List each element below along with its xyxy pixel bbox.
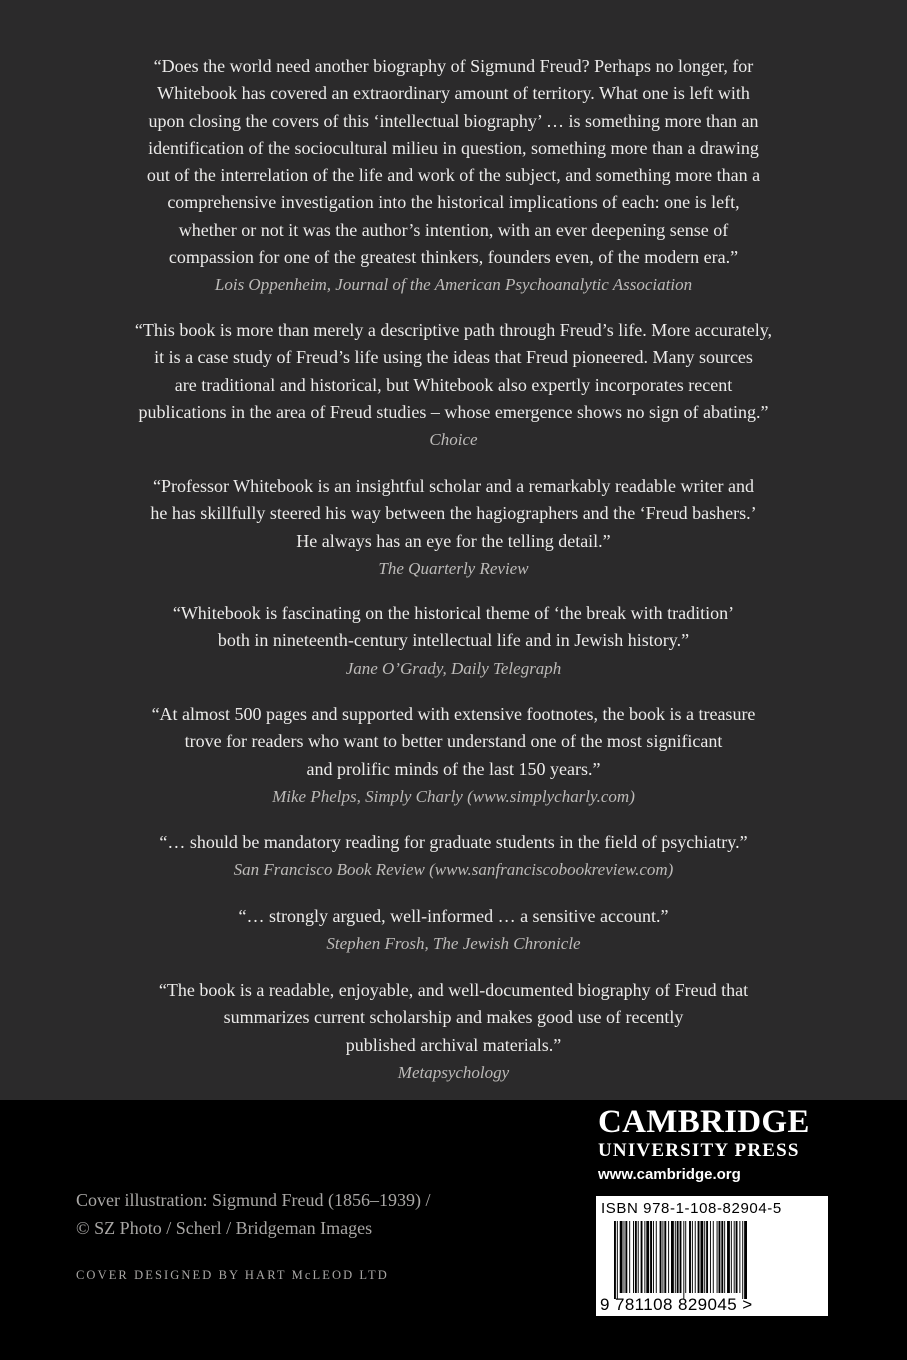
barcode-bar [685,1221,686,1293]
barcode-bar [664,1221,666,1293]
barcode-bar [644,1221,645,1293]
quote-line: published archival materials.” [345,1034,562,1055]
quote-line: whether or not it was the author’s intention, with an ever deepening sense of [178,219,729,240]
quote-line: Whitebook has covered an extraordinary amount of territory. What one is left with [157,83,750,104]
review-attribution: Stephen Frosh, The Jewish Chronicle [326,934,581,954]
cover-designer-credit: COVER DESIGNED BY HART McLEOD LTD [76,1268,389,1282]
publisher-logo [598,1104,810,1185]
barcode-bar [620,1221,623,1293]
review-attribution: Metapsychology [397,1062,510,1082]
quote-line: are traditional and historical, but Whitebook also expertly incorporates recent [174,374,733,395]
barcode-bar [692,1221,693,1293]
review-quote [60,53,847,299]
barcode-bar [736,1221,738,1293]
quote-line: trove for readers who want to better understand one of the most significant [184,731,723,752]
barcode-bar [724,1221,725,1293]
barcode-bar [698,1221,700,1293]
isbn-barcode [596,1196,828,1316]
quote-line: He always has an eye for the telling detail.” [296,530,611,551]
barcode-bar [677,1221,679,1293]
barcode-bar [646,1221,649,1293]
review-attribution: The Quarterly Review [378,558,529,578]
review-attribution: San Francisco Book Review (www.sanfranciscobookreview.com) [233,860,674,880]
barcode-bar [668,1221,669,1293]
review-attribution: Choice [429,430,478,450]
barcode-bar [683,1221,684,1299]
quote-line: he has skillfully steered his way between the hagiographers and the ‘Freud bashers.’ [150,503,757,524]
barcode-bar [713,1221,714,1293]
barcode-bar [704,1221,705,1293]
barcode-bar [721,1221,723,1293]
barcode-bar [629,1221,630,1293]
barcode-bar [656,1221,657,1293]
barcode-bar [633,1221,634,1293]
review-quote [60,701,847,810]
quote-line: “Professor Whitebook is an insightful scholar and a remarkably readable writer and [153,476,754,496]
quote-line: both in nineteenth-century intellectual life and in Jewish history.” [217,630,690,651]
barcode-bar [625,1221,627,1293]
barcode-bar [689,1221,691,1293]
barcode-bar [695,1221,696,1293]
publisher-name: CAMBRIDGE [598,1104,810,1140]
review-quote [60,829,847,884]
cover-illustration-credit [76,1186,430,1242]
quote-line: summarizes current scholarship and makes good use of recently [223,1007,684,1028]
quote-line: identification of the sociocultural milieu in question, something more than a drawing [148,137,759,158]
barcode-bar [653,1221,654,1293]
publisher-url: www.cambridge.org [598,1166,741,1183]
barcode-bar [727,1221,730,1293]
credit-line: © SZ Photo / Scherl / Bridgeman Images [76,1218,373,1238]
barcode-bar [739,1221,740,1293]
review-attribution: Lois Oppenheim, Journal of the American Psychoanalytic Association [214,275,693,295]
quote-line: “Whitebook is fascinating on the historical theme of ‘the break with tradition’ [172,603,735,623]
barcode-bar [734,1221,735,1293]
publisher-subtitle: UNIVERSITY PRESS [598,1140,800,1161]
review-attribution: Mike Phelps, Simply Charly (www.simplycharly.com) [272,786,635,806]
quote-line: “… strongly argued, well-informed … a sensitive account.” [238,906,669,926]
barcode-bar [641,1221,643,1293]
barcode-bar [710,1221,711,1293]
review-quote [60,977,847,1086]
quote-line: publications in the area of Freud studies – whose emergence shows no sign of abating.” [138,401,769,422]
barcode-bar [638,1221,639,1293]
quote-line: “At almost 500 pages and supported with extensive footnotes, the book is a treasure [151,704,756,724]
barcode-bar [662,1221,663,1293]
barcode-bar [744,1221,747,1299]
isbn-label: ISBN 978-1-108-82904-5 [601,1200,782,1217]
quote-line: comprehensive investigation into the historical implications of each: one is left, [167,192,740,213]
credit-line: Cover illustration: Sigmund Freud (1856–1939) / [76,1190,431,1210]
quote-line: compassion for one of the greatest thinkers, founders even, of the modern era.” [168,247,739,268]
barcode-bar [624,1221,625,1293]
barcode-bar [717,1221,718,1293]
review-quote [60,903,847,958]
quote-line: and prolific minds of the last 150 years.” [306,758,601,779]
barcode-bar [617,1221,618,1299]
barcode-bar [671,1221,674,1293]
quote-line: “… should be mandatory reading for graduate students in the field of psychiatry.” [159,832,748,852]
barcode-bar [675,1221,676,1293]
quote-line: out of the interrelation of the life and work of the subject, and something more than a [146,165,761,186]
barcode-bar [742,1221,743,1299]
barcode-bar [635,1221,637,1293]
quote-line: “Does the world need another biography of Sigmund Freud? Perhaps no longer, for [153,56,754,76]
review-quote [60,473,847,582]
barcode-bar [706,1221,708,1293]
quote-line: it is a case study of Freud’s life using the ideas that Freud pioneered. Many sources [154,347,753,368]
barcode-bar [719,1221,721,1293]
quote-line: upon closing the covers of this ‘intellectual biography’ … is something more than an [148,110,759,131]
barcode-bar [700,1221,703,1293]
quote-line: “The book is a readable, enjoyable, and well-documented biography of Freud that [158,980,749,1000]
barcode-digits: 9 781108 829045 > [600,1295,753,1314]
review-quote [60,317,847,453]
barcode-bar [650,1221,652,1293]
review-quote [60,600,847,682]
barcode-bar [731,1221,732,1293]
review-attribution: Jane O’Grady, Daily Telegraph [345,658,562,678]
barcode-bar [680,1221,682,1293]
quote-line: “This book is more than merely a descriptive path through Freud’s life. More accurately, [134,320,773,340]
barcode-bar [614,1221,616,1299]
barcode-bar [660,1221,662,1293]
